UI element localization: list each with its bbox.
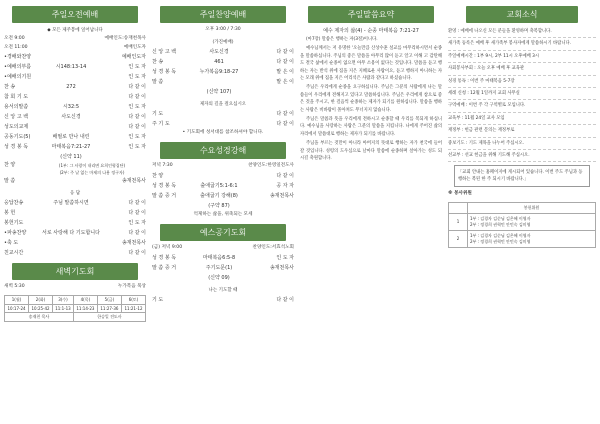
morning-worship-header: 주일오전예배: [12, 6, 138, 23]
order-person: 다 같 이: [276, 58, 294, 65]
sermon-title-text: 예수 제자의 삶(4) - 순종: [323, 28, 377, 34]
order-value: 누가복음9:18-27: [199, 68, 239, 75]
news-list: [448, 26, 596, 162]
order-label: 공동기도(5): [4, 134, 31, 140]
news-item: 구역예배 : 이번 주 각 구역별로 모입니다.: [448, 100, 596, 112]
order-label: 응답찬송: [4, 200, 24, 206]
news-item: 세례 신청 : 12월 1일까지 교회 사무실: [448, 88, 596, 100]
news-item: 교육부 : 11월 24일 교사 모임: [448, 113, 596, 125]
order-row: [4, 208, 146, 218]
order-row: [4, 112, 146, 122]
order-value: [38, 72, 104, 82]
duty-num: 1: [449, 213, 468, 230]
order-value: [186, 109, 252, 119]
dawn-day-passage: 11:27-36: [97, 304, 121, 312]
dawn-leader-2: 한승일 전도사: [73, 312, 145, 321]
afternoon-note: (신약 107): [206, 88, 232, 95]
order-row: [4, 218, 146, 228]
wednesday-note: (구약 87): [208, 202, 230, 209]
order-person: 말 은 이: [276, 68, 294, 75]
order-row: [4, 92, 146, 102]
order-label: 찬 송: [152, 58, 164, 65]
order-row: [4, 62, 146, 72]
news-item: 주일예배시간 : 1부 9시, 2부 11시 오후예배 3시: [448, 51, 596, 63]
order-value: [38, 238, 104, 248]
wednesday-info: [152, 162, 294, 171]
order-person: 말 은 이: [276, 78, 294, 85]
afternoon-prayer-title: 제자의 길을 걸으십시오: [199, 101, 247, 107]
dawn-day-passage: 11:14-23: [73, 304, 97, 312]
morning-worship-column: [4, 6, 146, 420]
dawn-schedule-table: [4, 295, 146, 322]
order-value: 주기도문(1): [205, 264, 233, 271]
order-value: [38, 92, 104, 102]
sermon-row: 말 씀 송재천목사: [4, 178, 146, 184]
order-value: 마태복음6:5-8: [202, 254, 236, 261]
dawn-prayer-header: 새벽기도회: [12, 263, 138, 280]
wednesday-footnote: 억제하는 삶을, 위축되는 모세: [193, 211, 253, 217]
duty-row: [449, 230, 596, 247]
friday-note: (신약 09): [208, 274, 230, 281]
order-row: [152, 253, 294, 263]
afternoon-prayer-list: [152, 109, 294, 129]
order-row: [152, 47, 294, 57]
order-row: [4, 122, 146, 132]
order-row: [4, 52, 146, 62]
order-value: 272: [66, 84, 76, 90]
order-value: 461: [214, 58, 224, 65]
order-label: 말 씀 증 거: [152, 192, 177, 199]
news-item: 재정부 : 헌금 관련 문의는 재정부로: [448, 125, 596, 137]
order-value: [38, 52, 104, 62]
order-person: 인 도 자: [128, 64, 146, 70]
order-value: [186, 295, 252, 305]
order-value: [186, 119, 252, 129]
church-news-header: 교회소식: [466, 6, 578, 23]
news-item: 사회봉사부회 : 오늘 오후 예배 후 교육관: [448, 63, 596, 75]
order-label: 성 경 봉 독: [152, 254, 177, 261]
response-list: [4, 198, 146, 258]
order-person: 다 같 이: [128, 250, 146, 256]
dawn-day-passage: 10:17-24: [5, 304, 29, 312]
order-label: 기 도: [152, 110, 164, 117]
order-person: 다 같 이: [128, 114, 146, 120]
order-row: [4, 228, 146, 238]
order-value: [38, 248, 104, 258]
order-person: 다 같 이: [128, 230, 146, 236]
order-person: 다 같 이: [128, 200, 146, 206]
duty-names-second: 2부 : 정경희 권혁민 안민숙 김미영: [470, 238, 531, 244]
order-label: •축 도: [4, 240, 19, 246]
dawn-day-header: 4(목): [73, 295, 97, 304]
order-row: [152, 191, 294, 201]
sermon-subtitle: [300, 27, 442, 34]
order-label: 친교시간: [4, 250, 24, 256]
order-label: 신 앙 고 백: [152, 48, 177, 55]
order-value: [38, 208, 104, 218]
friday-prayer-list: [152, 295, 294, 305]
order-person: 송재천목사: [269, 264, 294, 271]
sermon-summary-column: [300, 6, 442, 420]
order-person: 다 같 이: [128, 210, 146, 216]
order-label: •예배의기원: [4, 74, 32, 80]
duty-names-first: 1부 : 김경자 김순님 김은혜 이영자: [470, 215, 531, 221]
order-row: [152, 57, 294, 67]
order-label: •파송찬양: [4, 230, 27, 236]
friday-prayer-title: 나는 기도할 때: [208, 287, 238, 293]
duty-names: [468, 230, 596, 247]
time-text: 예배인도:송재천목사: [104, 36, 146, 41]
order-row: [4, 142, 146, 152]
order-label: 성도의교제: [4, 124, 29, 130]
order-person: 인 도 자: [128, 134, 146, 140]
sermon-summary-header: 주일말씀요약: [308, 6, 434, 23]
duty-header-name: 봉헌위원: [468, 202, 596, 213]
order-value: 주님 말씀하시면: [53, 200, 89, 206]
order-label: 찬 송: [4, 84, 16, 90]
order-label: •경배와찬양: [4, 54, 32, 60]
order-person: 송재천목사: [121, 240, 146, 246]
dawn-day-passage: 11:1-13: [53, 304, 74, 312]
order-value: [38, 122, 104, 132]
order-person: 예배인도자: [121, 54, 146, 60]
morning-time-2: [4, 44, 146, 53]
dawn-place: 누가복음 묵상: [117, 284, 146, 289]
wednesday-time: 저녁 7:30: [152, 163, 173, 168]
order-person: 인 도 자: [276, 254, 294, 261]
order-person: 다 같 이: [128, 94, 146, 100]
afternoon-time: 오후 3:00 / 7:30: [205, 27, 241, 32]
friday-prayer-header: 예스공기도회: [160, 224, 286, 241]
order-row: [152, 109, 294, 119]
special-song-row: 찬 양 (1부: 그 사랑이 내리면 요희인형집단): [4, 162, 126, 168]
dawn-day-header: 2(화): [29, 295, 53, 304]
order-label: 찬 양: [152, 172, 164, 179]
duty-title: ※ 봉사위원: [448, 191, 472, 197]
order-row: [152, 181, 294, 191]
morning-order-list: [4, 52, 146, 152]
dawn-day-header: 1(월): [5, 295, 29, 304]
order-row: [4, 72, 146, 82]
order-person: 다 같 이: [276, 110, 294, 117]
duty-names: [468, 213, 596, 230]
afternoon-subtitle: (가진예배): [212, 39, 234, 45]
order-row: [4, 102, 146, 112]
news-note-box: 「교회 안내는 홈페이지에 게시되어 있습니다. 이번 주도 주님과 동행하는 복된 한 주 되시기 바랍니다.」: [454, 165, 590, 187]
wednesday-host: 찬양인도:한영일전도사: [248, 163, 294, 168]
dawn-day-passage: 11:21-12: [121, 304, 145, 312]
order-value: [186, 77, 252, 87]
dawn-info: [4, 283, 146, 292]
order-label: 주 기 도: [152, 120, 170, 127]
other-services-column: [152, 6, 294, 420]
wednesday-order-list: [152, 171, 294, 201]
scripture-note: (신약 11): [60, 154, 82, 160]
sermon-paragraph: 주님은 우리에게 순종을 요구하십니다. 주님은 그분의 사람에게 나는 말씀들이 우리에게 전해지고 있다고 말씀하십니다. 주님은 우리에게 참으로 좋은 것을 주시고, 한 걸음씩 순종하는 제자가 되기를 원하십니다. 말씀을 행하는 사람은 비바람이 몰아쳐도 무너지지 않습니다.: [300, 85, 442, 113]
order-person: 다 같 이: [276, 48, 294, 55]
order-label: 성 경 봉 독: [152, 182, 177, 189]
morning-subtitle: ◆ 모든 제주봉에 일어납니다: [47, 28, 103, 33]
order-person: 인 도 자: [128, 104, 146, 110]
dawn-time: 새벽 5:30: [4, 284, 25, 289]
order-value: 마태복음7:21-27: [51, 144, 91, 150]
order-value: 시32:5: [62, 104, 80, 110]
friday-order-list: [152, 253, 294, 273]
order-value: 사도신경: [61, 114, 81, 120]
order-row: [4, 248, 146, 258]
duty-header-num: [449, 202, 468, 213]
order-person: 송재천목사: [269, 192, 294, 199]
time-text: 예배인도자: [123, 44, 146, 50]
order-value: 출애굽기5:1-6:1: [200, 182, 238, 189]
sermon-paragraph: 주님을 부르는 것만이 아니라 아버지의 뜻대로 행하는 자가 천국에 들어갈 것입니다. 성령의 도우심으로 날마다 말씀에 순종하며 살아가는 성도 되시길 축원합니다.: [300, 141, 442, 162]
duty-table: [448, 202, 596, 248]
order-label: 참 회 기 도: [4, 94, 29, 100]
order-label: 말 씀 증 거: [152, 264, 177, 271]
order-value: 출애굽기 강해(8): [200, 192, 238, 199]
afternoon-footnote: • 기도회에 성서대를 참조하셔야 합니다.: [182, 129, 264, 135]
order-row: [4, 198, 146, 208]
news-item: 중보기도 : 기도 제목을 나누어 주십시오.: [448, 138, 596, 150]
order-row: [152, 67, 294, 77]
special-song-row-2: (2부: 주 날 없는 마제의 나용 정구자): [59, 170, 125, 175]
dawn-day-passage: 10:25-42: [29, 304, 53, 312]
order-label: 봉헌기도: [4, 220, 24, 226]
morning-time-1: [4, 35, 146, 44]
news-item: 선교부 : 선교 헌금을 위해 기도해 주십시오.: [448, 150, 596, 162]
friday-host: 찬양인도:서효석노회: [252, 245, 294, 250]
order-row: [4, 132, 146, 142]
order-value: 사도신경: [209, 48, 229, 55]
order-label: 용서의말씀: [4, 104, 29, 110]
dawn-leader-1: 송재천 목사: [5, 312, 74, 321]
friday-info: [152, 244, 294, 253]
duty-num: 2: [449, 230, 468, 247]
church-news-column: [448, 6, 596, 420]
order-label: 봉 헌: [4, 210, 16, 216]
sermon-paragraph: 주님은 말씀과 뜻을 우리에게 전하시고 순종할 때 우리를 복되게 하십니다. 예수님을 사랑하는 사람은 그분의 말씀을 지킵니다. 나에게 주어진 삶의 자리에서 말씀대로 행하는 제자가 되기를 바랍니다.: [300, 117, 442, 137]
news-item: 환영 : 예배에 나오신 모든 분들을 환영하며 축복합니다.: [448, 26, 596, 38]
order-row: [152, 77, 294, 87]
sermon-paragraph: 예수님께서는 저 유명한 '오늘만큼 산상수훈 설교를 마무리하시면서 순종을 말씀하십니다. 주님의 좋은 말씀을 아무리 많이 듣고 알고 이해 고 감탄해도 결국 삶에서 순종이 없으면 아무 소용이 없다는 것입니다. 말씀을 듣고 행하는 자는 반석 위에 집을 지은 지혜로운 사람이요, 듣고 행하지 아니하는 자는 모래 위에 집을 지은 어리석은 사람과 같다고 하셨습니다.: [300, 46, 442, 82]
news-item: 성경 통독 : 이번 주 마태복음 5-7장: [448, 76, 596, 88]
order-value: 시148:13-14: [55, 64, 87, 70]
sermon-paragraph: (마7장) 말씀은 행하는 자(3절)이니다.: [306, 37, 378, 42]
order-row: [4, 82, 146, 92]
order-person: 다 같 이: [276, 296, 294, 303]
afternoon-order-list: [152, 47, 294, 87]
time-label: 오전 9:00: [4, 36, 25, 41]
order-row: [152, 263, 294, 273]
time-label: 오전 11:00: [4, 44, 28, 50]
order-person: 다 같 이: [276, 172, 294, 179]
order-value: [186, 171, 252, 181]
order-value: 배필로 만나 내린: [52, 134, 90, 140]
order-label: 성 경 봉 독: [152, 68, 177, 75]
order-value: 서로 사랑해 다 기도합니다: [42, 230, 100, 236]
order-person: 인 도 자: [128, 220, 146, 226]
order-person: 다 같 이: [128, 84, 146, 90]
duty-names-second: 2부 : 정경희 권혁민 안민숙 김미영: [470, 221, 531, 227]
dawn-day-header: 6(토): [121, 295, 145, 304]
dawn-day-header: 3(수): [53, 295, 74, 304]
afternoon-worship-header: 주일찬양예배: [160, 6, 286, 23]
order-person: 인 도 자: [128, 144, 146, 150]
response-title: 응 답: [69, 191, 81, 196]
friday-time: (금) 저녁 9:00: [152, 245, 183, 250]
duty-row: [449, 213, 596, 230]
sermon-ref: 마태복음 7:21-27: [378, 28, 419, 34]
wednesday-bible-header: 수요성경강해: [160, 142, 286, 159]
duty-names-first: 1부 : 김경자 김순님 김은혜 이영자: [470, 232, 531, 238]
order-row: [152, 295, 294, 305]
order-person: 다 같 이: [276, 120, 294, 127]
order-label: 말 씀: [152, 78, 164, 85]
order-value: [38, 218, 104, 228]
order-row: [152, 119, 294, 129]
order-person: 공 자 자: [276, 182, 294, 189]
order-label: •예배의부름: [4, 64, 32, 70]
order-label: 성 경 봉 독: [4, 144, 29, 150]
order-person: 인 도 자: [128, 74, 146, 80]
order-label: 기 도: [152, 296, 164, 303]
order-row: [152, 171, 294, 181]
news-item: 새가족 등록은 예배 후 새가족부 봉사자에게 말씀하시기 바랍니다.: [448, 38, 596, 50]
order-person: 다 같 이: [128, 124, 146, 130]
sermon-body: [300, 36, 442, 163]
dawn-day-header: 5(금): [97, 295, 121, 304]
order-label: 신 앙 고 백: [4, 114, 29, 120]
order-row: [4, 238, 146, 248]
